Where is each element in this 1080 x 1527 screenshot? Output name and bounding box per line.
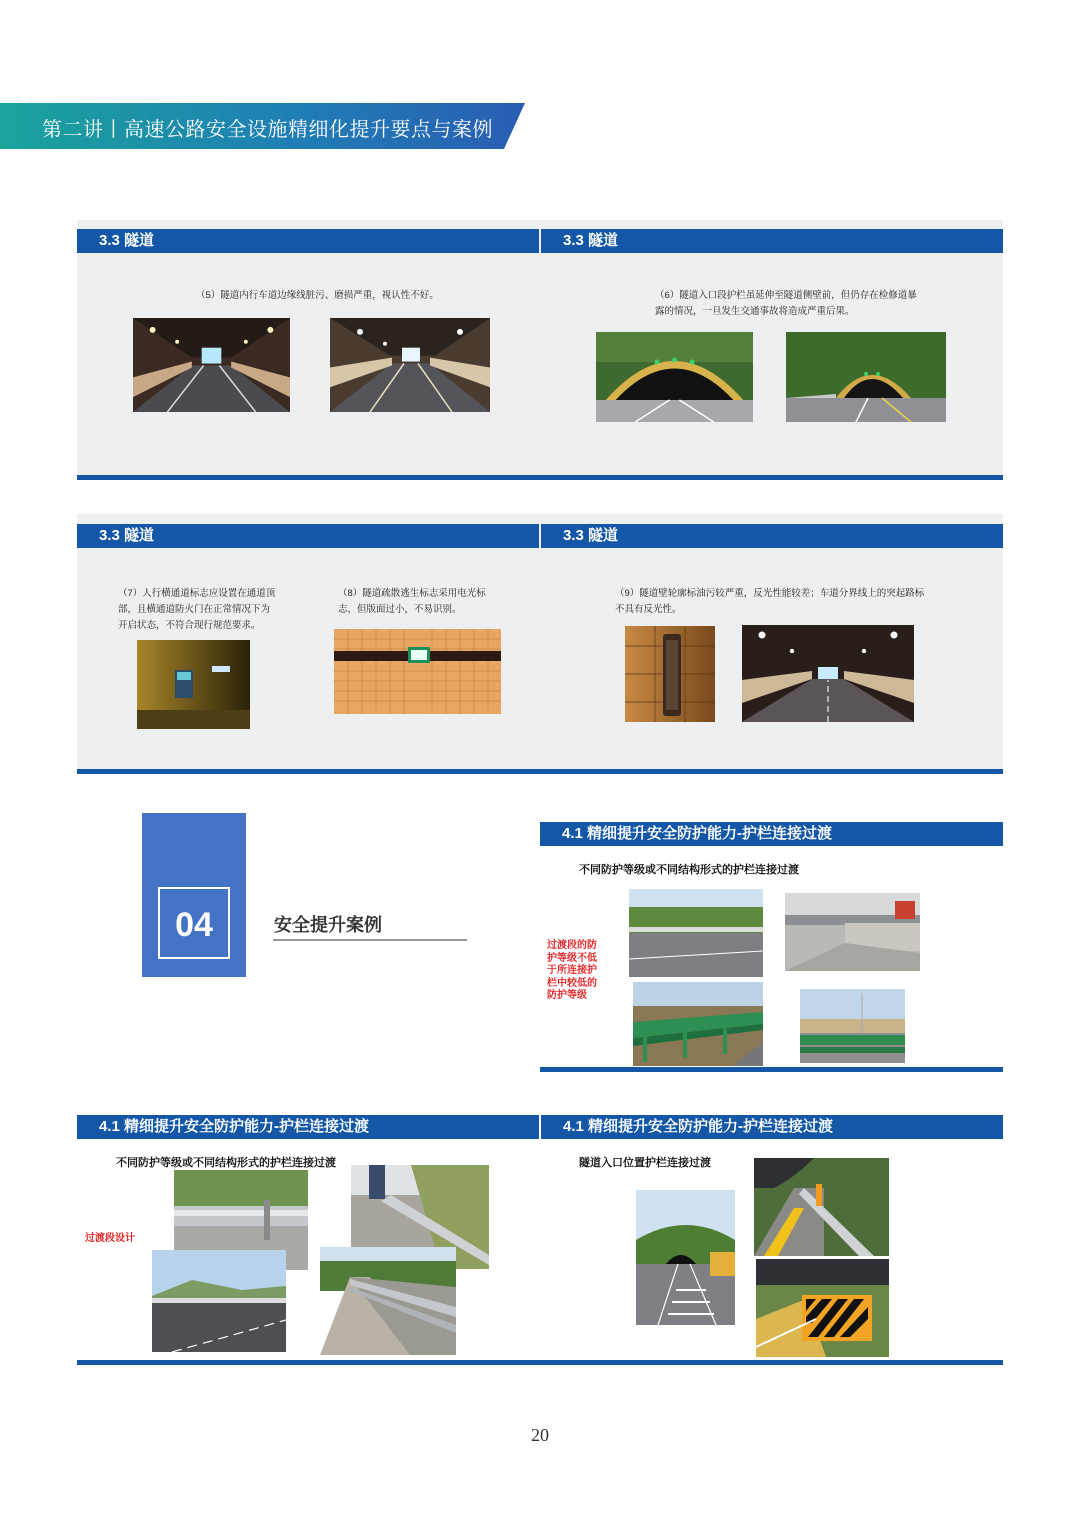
section-heading-left: 3.3 隧道	[77, 524, 539, 548]
photo-crash-cushion	[756, 1259, 889, 1357]
photo-tunnel-lane-edge-1	[133, 318, 290, 412]
photo-delineator-dirty	[625, 626, 715, 722]
photo-tunnel-entrance-2	[786, 332, 946, 422]
panel-bottom-rule	[77, 475, 1003, 480]
caption-8: （8）隧道疏散逃生标志采用电光标志，但版面过小，不易识别。	[338, 588, 486, 615]
photo-evacuation-sign	[334, 629, 501, 714]
photo-transition-bridge	[320, 1247, 456, 1355]
header-title: 第二讲丨高速公路安全设施精细化提升要点与案例	[42, 119, 493, 141]
section-heading-guardrail: 4.1 精细提升安全防护能力-护栏连接过渡	[540, 822, 1003, 846]
section-title-underline	[273, 939, 467, 941]
photo-cross-passage-sign	[137, 640, 250, 729]
photo-tunnel-portal-road	[636, 1190, 735, 1325]
photo-raised-pavement-marker	[742, 625, 914, 722]
section-heading-left: 4.1 精细提升安全防护能力-护栏连接过渡	[77, 1115, 539, 1139]
caption-7: （7）人行横通道标志应设置在通道顶部，且横通道防火门在正常情况下为开启状态，不符合现行规范要求。	[118, 588, 276, 631]
photo-guardrail-green-2	[800, 989, 905, 1063]
subtitle-transition-left: 不同防护等级或不同结构形式的护栏连接过渡	[116, 1157, 336, 1169]
section-title: 安全提升案例	[274, 915, 382, 935]
section-number: 04	[175, 906, 213, 944]
section-heading-right: 4.1 精细提升安全防护能力-护栏连接过渡	[541, 1115, 1003, 1139]
photo-transition-road	[152, 1250, 286, 1352]
photo-tunnel-lane-edge-2	[330, 318, 490, 412]
section-heading-right: 3.3 隧道	[541, 229, 1003, 253]
note-transition-level: 过渡段的防护等级不低于所连接护栏中较低的防护等级	[547, 940, 597, 1001]
panel-bottom-rule	[77, 769, 1003, 774]
photo-tunnel-entrance-1	[596, 332, 753, 422]
panel-bottom-rule	[540, 1067, 1003, 1072]
panel-bottom-rule	[77, 1360, 1003, 1365]
page-number: 20	[531, 1425, 549, 1445]
photo-guardrail-green-1	[633, 982, 763, 1066]
subtitle-tunnel-entrance: 隧道入口位置护栏连接过渡	[579, 1157, 711, 1169]
note-transition-design: 过渡段设计	[85, 1233, 135, 1244]
photo-tunnel-entrance-guardrail	[754, 1158, 889, 1256]
caption-6: （6）隧道入口段护栏虽延伸至隧道侧壁前，但仍存在检修道暴露的情况，一旦发生交通事故将造成严重后果。	[655, 290, 917, 317]
section-heading-left: 3.3 隧道	[77, 229, 539, 253]
caption-5: （5）隧道内行车道边缘线脏污、磨损严重，视认性不好。	[196, 290, 439, 301]
photo-guardrail-concrete	[785, 893, 920, 971]
photo-guardrail-highway	[629, 889, 763, 977]
subtitle-guardrail: 不同防护等级或不同结构形式的护栏连接过渡	[579, 864, 799, 876]
section-heading-right: 3.3 隧道	[541, 524, 1003, 548]
caption-9: （9）隧道壁轮廓标油污较严重，反光性能较差；车道分界线上的突起路标不具有反光性。	[615, 588, 925, 615]
